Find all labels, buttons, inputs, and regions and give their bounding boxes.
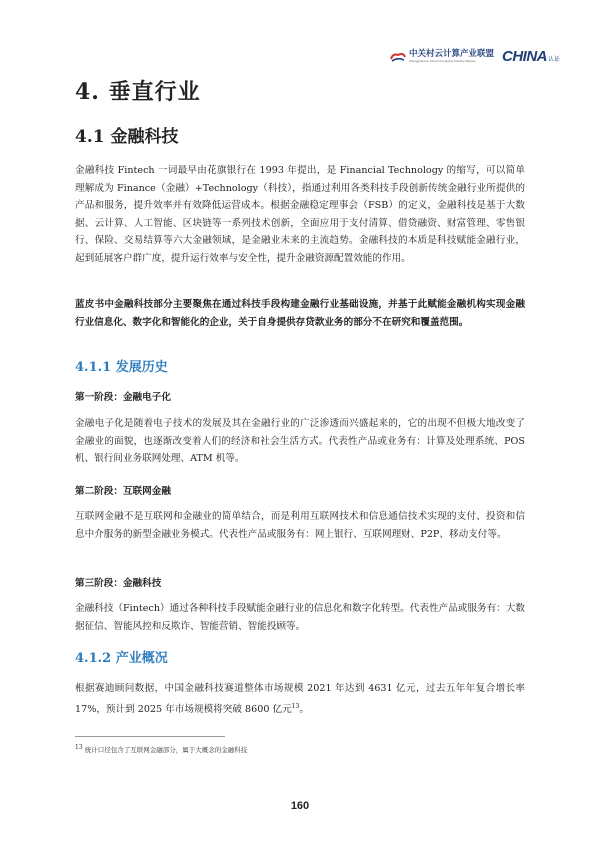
alliance-logo-en: Zhongguancun Cloud Computing Industry Alliance xyxy=(408,58,476,63)
stage2-title: 第二阶段：互联网金融 xyxy=(75,486,171,497)
subsection-history-title: 4.1.1 发展历史 xyxy=(75,360,168,375)
cloud-logo-icon xyxy=(390,51,406,63)
overview-text: 根据赛迪顾问数据，中国金融科技赛道整体市场规模 2021 年达到 4631 亿元，过去五年年复合增长率 17%，预计到 2025 年市场规模将突破 8600 亿元 xyxy=(75,683,525,715)
section-title: 4.1 金融科技 xyxy=(75,127,179,147)
subsection-overview-title: 4.1.2 产业概况 xyxy=(75,651,168,666)
footnote-divider xyxy=(75,736,225,737)
footnote-ref[interactable]: 13 xyxy=(291,702,300,710)
stage1-title: 第一阶段：金融电子化 xyxy=(75,392,171,403)
stage1-paragraph: 金融电子化是随着电子技术的发展及其在金融行业的广泛渗透而兴盛起来的，它的出现不但极大地改变了金融业的面貌，也逐渐改变着人们的经济和社会生活方式。代表性产品或业务有：计算及处理系统、POS 机、银行间业务联网处理、ATM 机等。 xyxy=(75,418,525,465)
alliance-logo-cn: 中关村云计算产业联盟 xyxy=(408,49,494,60)
page-number: 160 xyxy=(290,800,310,812)
overview-paragraph xyxy=(75,680,525,718)
stage3-title: 第三阶段：金融科技 xyxy=(75,578,162,589)
footnote xyxy=(75,744,247,754)
overview-end: 。 xyxy=(299,703,309,715)
china-cert-logo-text: CHINA xyxy=(501,48,547,65)
footnote-number: 13 xyxy=(75,744,83,751)
china-cert-logo xyxy=(502,48,560,65)
intro-paragraph: 金融科技 Fintech 一词最早由花旗银行在 1993 年提出，是 Financial Technology 的缩写，可以简单理解成为 Finance（金融）+Technology（科技），指通过利用各类科技手段创新传统金融行业所提供的产品和服务，提升效率并有效降低运营成本。根据金融稳定理事会（FSB）的定义，金融科技是基于大数据、云计算、人工智能、区块链等一系列技术创新，全面应用于支付清算、借贷融资、财富管理、零售银行、保险、交易结算等六大金融领域，是金融业未来的主流趋势。金融科技的本质是科技赋能金融行业，起到延展客户群广度，提升运行效率与安全性，提升金融资源配置效能的作用。 xyxy=(75,165,525,264)
footnote-text: 统计口径包含了互联网金融部分，属于大概念的金融科技 xyxy=(84,746,248,755)
stage3-paragraph: 金融科技（Fintech）通过各种科技手段赋能金融行业的信息化和数字化转型。代表性产品或服务有：大数据征信、智能风控和反欺诈、智能营销、智能投顾等。 xyxy=(75,603,525,632)
alliance-logo xyxy=(390,50,494,63)
china-cert-logo-sub: 认证 xyxy=(547,57,560,63)
stage2-paragraph: 互联网金融不是互联网和金融业的简单结合，而是利用互联网技术和信息通信技术实现的支付、投资和信息中介服务的新型金融业务模式。代表性产品或服务有：网上银行、互联网理财、P2P、移动支付等。 xyxy=(75,511,525,540)
chapter-title: 4. 垂直行业 xyxy=(75,79,201,105)
scope-note-paragraph: 蓝皮书中金融科技部分主要聚焦在通过科技手段构建金融行业基础设施，并基于此赋能金融机构实现金融行业信息化、数字化和智能化的企业，关于自身提供存贷款业务的部分不在研究和覆盖范围。 xyxy=(75,299,525,328)
header-logos xyxy=(390,48,560,65)
